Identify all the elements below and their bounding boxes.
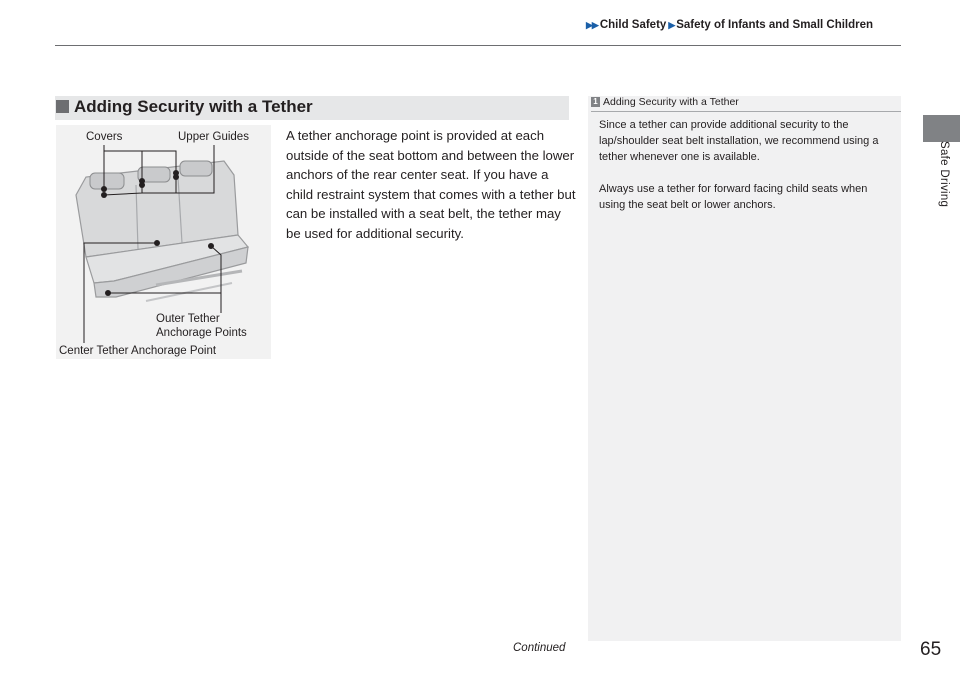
section-heading-text: Adding Security with a Tether	[74, 97, 313, 116]
chapter-label	[917, 141, 960, 260]
note-heading	[591, 96, 739, 108]
chapter-label-text: Safe Driving	[938, 141, 950, 208]
section-heading	[56, 97, 313, 117]
note-paragraph-2: Always use a tether for forward facing child seats when using the seat belt or lower anchors.	[599, 183, 868, 211]
outer-tether-label-line1: Outer Tether	[156, 313, 220, 325]
square-bullet-icon	[56, 100, 69, 113]
breadcrumb	[586, 19, 873, 31]
note-paragraph-1: Since a tether can provide additional security to the lap/shoulder seat belt installation, we recommend using a tether whenever one is available.	[599, 119, 879, 163]
note-heading-text: Adding Security with a Tether	[603, 96, 739, 108]
upper-guides-label: Upper Guides	[178, 131, 249, 143]
continued-marker: Continued	[513, 642, 566, 654]
note-number-icon: 1	[591, 97, 600, 107]
chapter-tab	[923, 115, 960, 142]
headrest-left	[90, 173, 124, 189]
breadcrumb-topic: Safety of Infants and Small Children	[676, 19, 874, 31]
double-arrow-icon: ▶▶	[586, 19, 598, 30]
body-paragraph: A tether anchorage point is provided at each outside of the seat bottom and between the lower anchors of the rear center seat. If you have a child restraint system that comes with a tether but can be installed with a seat belt, the tether may be used for additional security.	[286, 128, 576, 241]
note-panel	[588, 96, 901, 641]
center-tether-label: Center Tether Anchorage Point	[59, 345, 217, 357]
breadcrumb-section: Child Safety	[599, 19, 667, 31]
note-divider	[591, 111, 901, 112]
headrest-right	[180, 161, 212, 176]
page-number: 65	[920, 639, 942, 660]
outer-tether-label-line2: Anchorage Points	[156, 327, 247, 339]
covers-label: Covers	[86, 131, 123, 143]
header-divider	[55, 45, 901, 46]
arrow-icon: ▶	[668, 19, 675, 30]
seat-illustration	[56, 125, 271, 359]
